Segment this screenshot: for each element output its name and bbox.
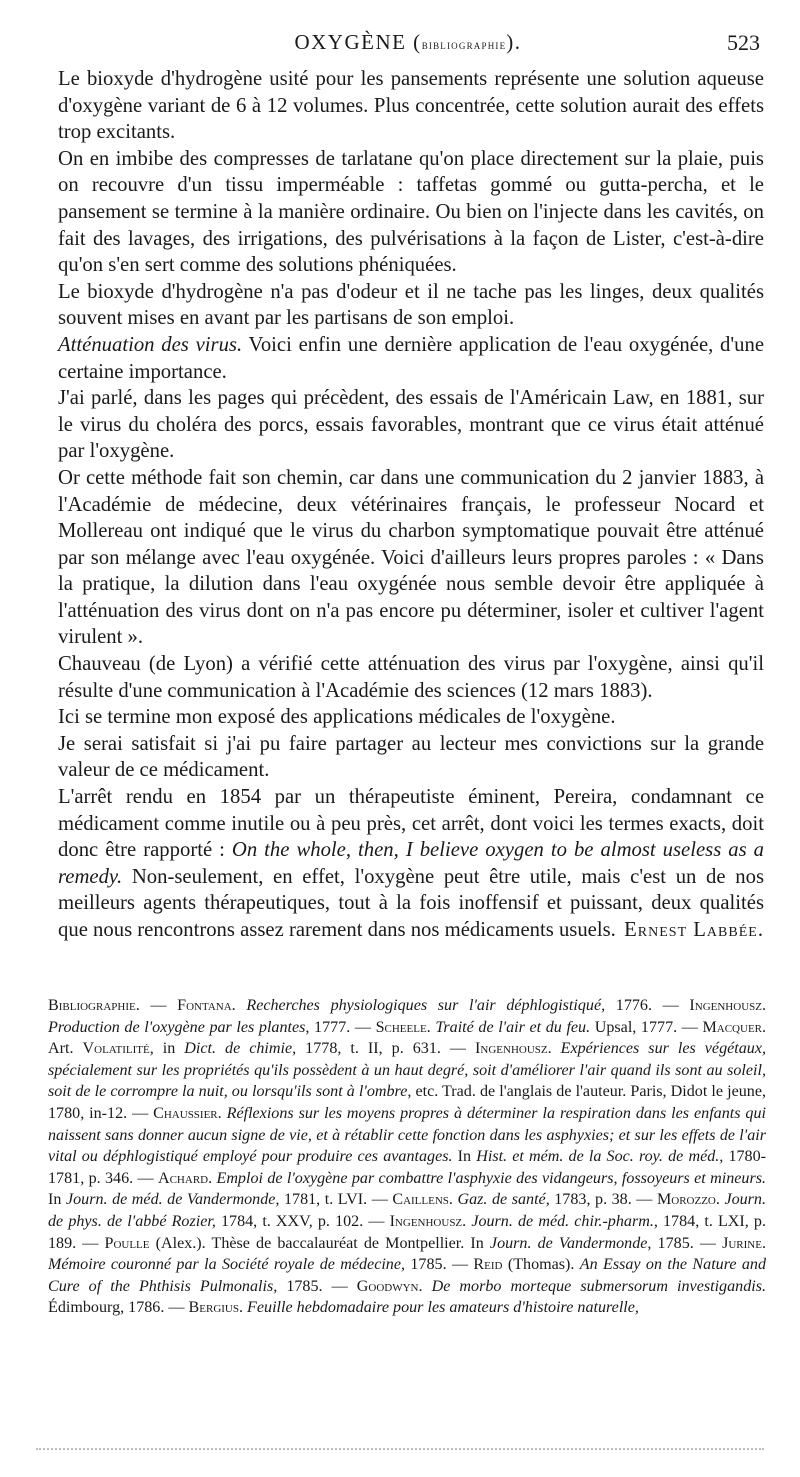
paragraph-4-rest: Voici enfin une dernière application de l'eau oxygénée, d'une certaine importance. [58, 333, 765, 383]
paragraph-9: Je serai satisfait si j'ai pu faire partager au lecteur mes convictions sur la grande valeur de ce médicament. [58, 732, 764, 782]
bib-segment: in [153, 1040, 185, 1058]
bib-segment: 1785. — [651, 1234, 723, 1252]
bib-segment: Journ. de méd. chir.-pharm., [471, 1212, 658, 1230]
bib-segment: Bergius. [188, 1299, 244, 1317]
paragraph-3: Le bioxyde d'hydrogène n'a pas d'odeur et il ne tache pas les linges, deux qualités souvent mises en avant par les partisans de son emploi. [58, 280, 764, 330]
bib-segment: 1777. — [309, 1018, 376, 1036]
bib-segment: Mémoire couronné par la Société royale de médecine, [48, 1256, 406, 1274]
bib-segment: 1785. — [277, 1277, 357, 1295]
bib-segment: etc. Trad. de l'anglais de l'auteur. Paris, Didot le jeune, 1780, in-12. — [48, 1083, 766, 1122]
bib-segment: 1780-1781, p. 346. — [48, 1148, 767, 1187]
bib-segment: Recherches physiologiques sur l'air déphlogistiqué, [246, 997, 606, 1014]
bib-segment: 1784, t. LXI, p. 189. — [48, 1212, 766, 1252]
bib-segment: Dict. de chimie, [184, 1040, 297, 1058]
bib-segment: Reid [473, 1256, 503, 1274]
paragraph-10-b: Non-seulement, en effet, l'oxygène peut être utile, mais c'est un de nos meilleurs agents thérapeutiques, tout à la fois inoffensif et puissant, deux qualités que nous rencontrons assez rarement dans nos médicaments usuels. [58, 865, 764, 941]
bib-segment: An Essay on the Nature and Cure of the Phthisis Pulmonalis, [48, 1256, 767, 1295]
bib-segment: 1778, t. II, p. 631. — [296, 1040, 476, 1058]
bib-segment [236, 997, 247, 1014]
paragraph-7: Chauveau (de Lyon) a vérifié cette atténuation des virus par l'oxygène, ainsi qu'il résulte d'une communication à l'Académie des sciences (12 mars 1883). [58, 653, 764, 702]
bib-segment: Expériences sur les végétaux, spécialement sur les propriétés qu'ils possèdent à un haut degré, soit d'améliorer l'air quand ils sont au soleil, soit de le corrompre la nuit, ou lorsqu'ils sont à l'ombre, [48, 1040, 766, 1101]
bib-segment: Fontana. [177, 997, 236, 1014]
paragraph-10 [58, 784, 764, 944]
bib-segment: Ingenhousz. [475, 1040, 552, 1058]
bib-segment: Traité de l'air et du feu. [435, 1018, 591, 1036]
bibliography [48, 995, 766, 1319]
bib-segment: (Thomas). [502, 1256, 580, 1274]
bib-segment: In [48, 1191, 66, 1209]
bib-segment: Art. [48, 1040, 83, 1058]
running-title [56, 30, 760, 55]
page-bottom-rule [36, 1448, 764, 1452]
author-signature: Ernest Labbée. [624, 919, 764, 941]
bib-segment: Goodwyn. [356, 1277, 423, 1295]
bib-segment: Poulle [104, 1234, 150, 1252]
paragraph-4 [58, 332, 764, 385]
bib-segment: Réflexions sur les moyens propres à déterminer la respiration dans les enfants qui naissent sans donner aucun signe de vie, et à rétablir cette fonction dans les asphyxies; et sur les effets de l'air vital ou déphlogistiqué employé pour produire ces avantages. [48, 1104, 766, 1166]
paragraph-10-a: L'arrêt rendu en 1854 par un thérapeutiste éminent, Pereira, condamnant ce médicament comme inutile ou à peu près, cet arrêt, dont voici les termes exacts, doit donc être rapporté : [58, 786, 764, 862]
running-title-main: OXYGÈNE ( [294, 30, 422, 54]
bib-segment: Production de l'oxygène par les plantes, [48, 1018, 310, 1036]
bib-segment [552, 1040, 561, 1057]
page-number: 523 [727, 30, 760, 55]
bibliography-text [48, 995, 766, 1319]
bib-segment: Achard. [157, 1169, 213, 1187]
paragraph-2: On en imbibe des compresses de tarlatane qu'on place directement sur la plaie, puis on recouvre d'un tissu imperméable : taffetas gommé ou gutta-percha, et le pansement se termine à la manière ordinaire. Ou bien on l'injecte dans les cavités, on fait des lavages, des irrigations, des pulvérisations à la façon de Lister, c'est-à-dire qu'on s'en sert comme des solutions phéniquées. [58, 147, 764, 277]
bib-segment: Feuille hebdomadaire pour les amateurs d'histoire naturelle, [247, 1299, 639, 1317]
bib-segment: Édimbourg, 1786. — [48, 1299, 189, 1317]
bib-segment: Emploi de l'oxygène par combattre l'asphyxie des vidangeurs, fossoyeurs et mineurs. [216, 1169, 766, 1187]
bib-segment: 1784, t. XXV, p. 102. — [215, 1212, 390, 1230]
page-header [56, 30, 760, 60]
paragraph-6: Or cette méthode fait son chemin, car dans une communication du 2 janvier 1883, à l'Académie de médecine, deux vétérinaires français, le professeur Nocard et Mollereau ont indiqué que le virus du charbon symptomatique pouvait être atténué par son mélange avec l'eau oxygénée. Voici d'ailleurs leurs propres paroles : « Dans la pratique, la dilution dans l'eau oxygénée nous semble devoir être appliquée à l'atténuation des virus dont on n'a pas encore pu déterminer, isoler et cultiver l'agent virulent ». [58, 466, 764, 649]
bib-segment: 1776. — [605, 997, 690, 1014]
bib-segment: Chaussier. [153, 1104, 222, 1122]
bib-segment: (Alex.). Thèse de baccalauréat de Montpellier. In [149, 1234, 490, 1252]
bib-segment: Macquer. [702, 1018, 767, 1036]
bib-segment: Morozzo. [656, 1191, 720, 1209]
running-title-sub: bibliographie [421, 37, 507, 52]
bib-segment: Bibliographie. [48, 997, 140, 1014]
bib-segment: Gaz. de santé, [457, 1191, 550, 1209]
bib-segment: In [452, 1148, 477, 1166]
bib-segment: Journ. de phys. de l'abbé Rozier, [48, 1191, 767, 1230]
bib-segment: 1785. — [405, 1256, 474, 1274]
bib-segment: De morbo morteque submersorum investigandis. [431, 1277, 766, 1295]
paragraph-5: J'ai parlé, dans les pages qui précèdent, des essais de l'Américain Law, en 1881, sur le virus du choléra des porcs, essais favorables, montrant que ce virus était atténué par l'oxygène. [58, 387, 764, 463]
bib-segment: Journ. de méd. de Vandermonde, [65, 1191, 280, 1209]
bib-segment: Scheele. [375, 1018, 431, 1036]
running-title-close: ). [506, 30, 522, 54]
bib-segment: Hist. et mém. de la Soc. roy. de méd., [476, 1148, 724, 1166]
main-text [58, 66, 764, 944]
bib-segment: Caillens. [392, 1191, 453, 1209]
bib-segment: Journ. de Vandermonde, [489, 1234, 652, 1252]
bib-segment: 1781, t. LVI. — [279, 1191, 393, 1209]
paragraph-1: Le bioxyde d'hydrogène usité pour les pansements représente une solution aqueuse d'oxygène variant de 6 à 12 volumes. Plus concentrée, cette solution aurait des effets trop excitants. [58, 68, 764, 144]
bib-segment: Ingenhousz. [389, 1212, 467, 1230]
bib-segment: — [139, 997, 178, 1014]
bib-segment: 1783, p. 38. — [549, 1191, 657, 1209]
bib-segment [423, 1278, 432, 1295]
section-heading-italic: Atténuation des virus. [58, 333, 243, 356]
english-quote: On the whole, then, I believe oxygen to be almost useless as a remedy. [58, 839, 764, 888]
bib-segment: Ingenhousz. [689, 997, 766, 1014]
bib-segment: Jurine. [722, 1234, 766, 1252]
bib-segment: Volatilité, [82, 1040, 154, 1058]
paragraph-8: Ici se termine mon exposé des applications médicales de l'oxygène. [58, 706, 616, 729]
bib-segment: Upsal, 1777. — [590, 1018, 703, 1036]
